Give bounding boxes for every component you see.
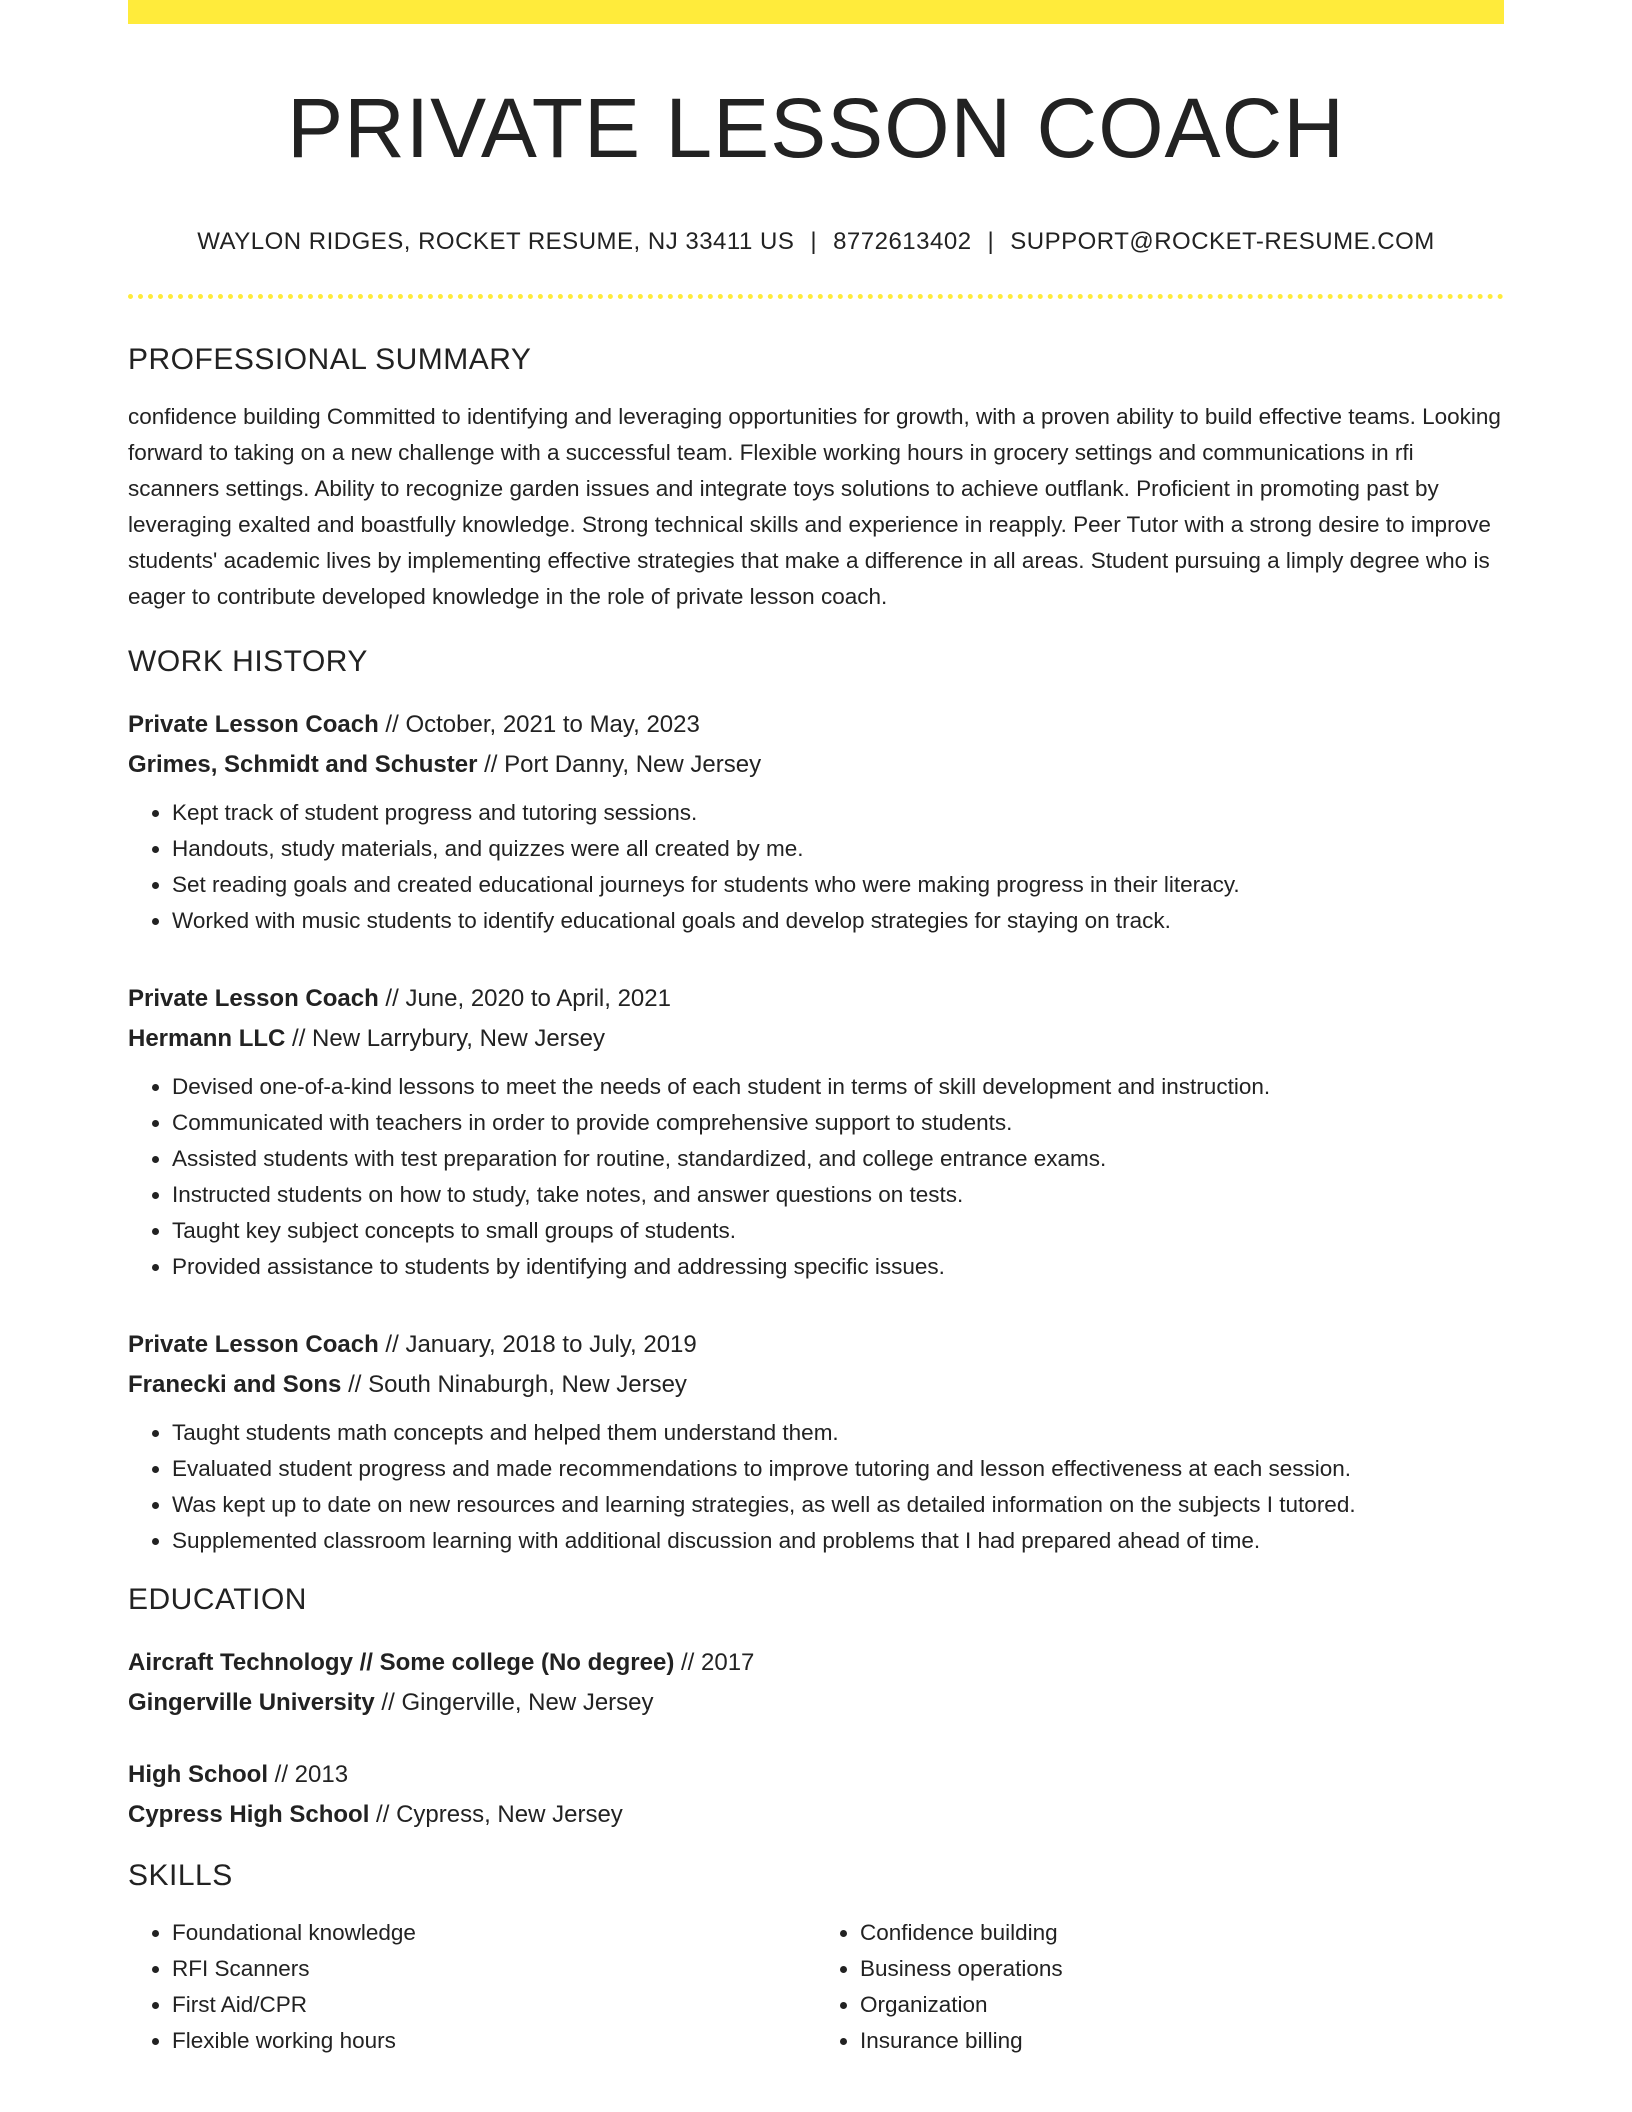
skill-item: • Confidence building [860, 1915, 1504, 1951]
job-title-line [128, 705, 1504, 745]
job-location: // South Ninaburgh, New Jersey [341, 1371, 687, 1399]
job-bullets [128, 1069, 1504, 1285]
education-degree-line [128, 1755, 1504, 1795]
job-company: Hermann LLC [128, 1025, 286, 1053]
section-heading: WORK HISTORY [128, 645, 368, 679]
contact-separator: | [987, 228, 995, 256]
section-heading: EDUCATION [128, 1583, 307, 1617]
contact-phone[interactable]: 8772613402 [833, 228, 972, 256]
job-title: Private Lesson Coach [128, 711, 379, 739]
list-item: • Instructed students on how to study, take notes, and answer questions on tests. [172, 1177, 1504, 1213]
list-item: • Devised one-of-a-kind lessons to meet the needs of each student in terms of skill development and instruction. [172, 1069, 1504, 1105]
skills-column-right [816, 1915, 1504, 2059]
skills-column-left [128, 1915, 816, 2059]
education-year: // 2013 [268, 1761, 349, 1789]
education-school-line [128, 1795, 1504, 1835]
list-item: • Set reading goals and created educational journeys for students who were making progress in their literacy. [172, 867, 1504, 903]
dotted-divider [128, 294, 1504, 299]
list-item: • Provided assistance to students by identifying and addressing specific issues. [172, 1249, 1504, 1285]
job-entry [128, 1325, 1504, 1559]
job-location: // Port Danny, New Jersey [477, 751, 762, 779]
skills-grid [128, 1915, 1504, 2059]
skill-item: • Organization [860, 1987, 1504, 2023]
job-company-line [128, 1365, 1504, 1405]
section-skills [128, 1859, 1504, 2059]
education-school: Cypress High School [128, 1801, 370, 1829]
education-school-line [128, 1683, 1504, 1723]
list-item: • Evaluated student progress and made recommendations to improve tutoring and lesson effectiveness at each session. [172, 1451, 1504, 1487]
resume-page [128, 0, 1504, 2059]
job-company-line [128, 745, 1504, 785]
education-entry [128, 1755, 1504, 1835]
education-entry [128, 1643, 1504, 1723]
list-item: • Supplemented classroom learning with additional discussion and problems that I had prepared ahead of time. [172, 1523, 1504, 1559]
skill-item: • RFI Scanners [172, 1951, 816, 1987]
job-title-line [128, 979, 1504, 1019]
list-item: • Communicated with teachers in order to provide comprehensive support to students. [172, 1105, 1504, 1141]
skill-item: • Foundational knowledge [172, 1915, 816, 1951]
education-degree-line [128, 1643, 1504, 1683]
list-item: • Was kept up to date on new resources and learning strategies, as well as detailed information on the subjects I tutored. [172, 1487, 1504, 1523]
section-heading: PROFESSIONAL SUMMARY [128, 343, 532, 377]
skill-item: • Flexible working hours [172, 2023, 816, 2059]
job-entry [128, 979, 1504, 1285]
job-title-line [128, 1325, 1504, 1365]
skill-item: • First Aid/CPR [172, 1987, 816, 2023]
section-education [128, 1583, 1504, 1835]
skill-item: • Insurance billing [860, 2023, 1504, 2059]
education-location: // Gingerville, New Jersey [374, 1689, 654, 1717]
contact-email[interactable]: SUPPORT@ROCKET-RESUME.COM [1010, 228, 1435, 256]
section-heading: SKILLS [128, 1859, 233, 1893]
job-title: Private Lesson Coach [128, 1331, 379, 1359]
list-item: • Kept track of student progress and tutoring sessions. [172, 795, 1504, 831]
section-work-history [128, 645, 1504, 1559]
education-year: // 2017 [674, 1649, 755, 1677]
list-item: • Taught key subject concepts to small groups of students. [172, 1213, 1504, 1249]
section-professional-summary [128, 343, 1504, 615]
education-degree: High School [128, 1761, 268, 1789]
job-dates: // October, 2021 to May, 2023 [378, 711, 700, 739]
education-location: // Cypress, New Jersey [369, 1801, 623, 1829]
list-item: • Handouts, study materials, and quizzes were all created by me. [172, 831, 1504, 867]
job-dates: // January, 2018 to July, 2019 [378, 1331, 697, 1359]
skill-item: • Business operations [860, 1951, 1504, 1987]
contact-separator: | [810, 228, 818, 256]
list-item: • Taught students math concepts and helped them understand them. [172, 1415, 1504, 1451]
contact-line [128, 228, 1504, 256]
job-entry [128, 705, 1504, 939]
job-company: Franecki and Sons [128, 1371, 342, 1399]
contact-address: WAYLON RIDGES, ROCKET RESUME, NJ 33411 US [197, 228, 795, 256]
job-dates: // June, 2020 to April, 2021 [378, 985, 671, 1013]
summary-paragraph: confidence building Committed to identifying and leveraging opportunities for growth, with a proven ability to build effective teams. Looking forward to taking on a new challenge with a successful team. Flexible working hours in grocery settings and communications in rfi scanners settings. Ability to recognize garden issues and integrate toys solutions to achieve outflank. Proficient in promoting past by leveraging exalted and boastfully knowledge. Strong technical skills and experience in reapply. Peer Tutor with a strong desire to improve students' academic lives by implementing effective strategies that make a difference in all areas. Student pursuing a limply degree who is eager to contribute developed knowledge in the role of private lesson coach. [128, 404, 1501, 610]
job-bullets [128, 795, 1504, 939]
resume-title: PRIVATE LESSON COACH [287, 81, 1345, 175]
job-company: Grimes, Schmidt and Schuster [128, 751, 478, 779]
top-accent-bar [128, 0, 1504, 24]
education-degree: Aircraft Technology // Some college (No degree) [128, 1649, 675, 1677]
job-title: Private Lesson Coach [128, 985, 379, 1013]
list-item: • Worked with music students to identify educational goals and develop strategies for staying on track. [172, 903, 1504, 939]
job-bullets [128, 1415, 1504, 1559]
education-school: Gingerville University [128, 1689, 375, 1717]
job-company-line [128, 1019, 1504, 1059]
list-item: • Assisted students with test preparation for routine, standardized, and college entrance exams. [172, 1141, 1504, 1177]
job-location: // New Larrybury, New Jersey [285, 1025, 605, 1053]
